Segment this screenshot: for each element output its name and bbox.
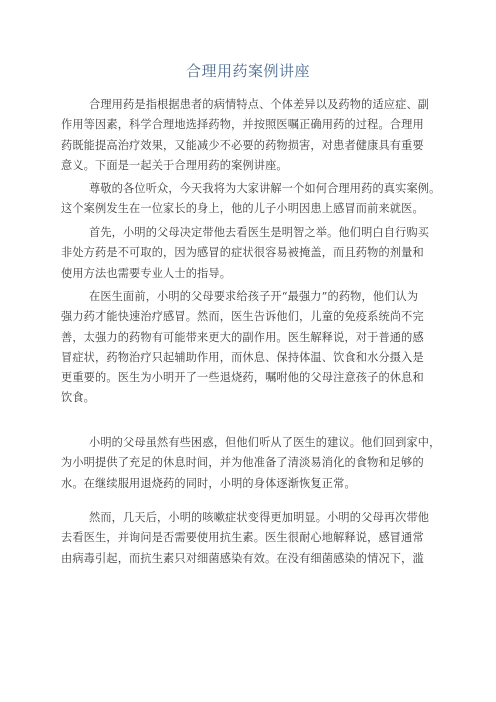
paragraph-line: 在医生面前，小明的父母要求给孩子开“最强力”的药物，他们认为 [89,290,419,303]
paragraph-4 [61,287,424,409]
paragraph-line: 这个案例发生在一位家长的身上，他的儿子小明因患上感冒而前来就医。 [61,202,424,216]
document-title: 合理用药案例讲座 [185,62,310,80]
paragraph-line: 善，太强力的药物有可能带来更大的副作用。医生解释说，对于普通的感 [61,330,424,344]
paragraph-1 [61,95,429,176]
paragraph-line: 小明的父母虽然有些困惑，但他们听从了医生的建议。他们回到家中， [89,436,441,449]
paragraph-line: 为小明提供了充足的休息时间，并为他准备了清淡易消化的食物和足够的 [61,456,424,470]
paragraph-3 [61,223,429,284]
paragraph-line: 然而，几天后，小明的咳嗽症状变得更加明显。小明的父母再次带他 [89,511,430,524]
paragraph-line: 非处方药是不可取的，因为感冒的症状很容易被掩盖，而且药物的剂量和 [61,246,424,260]
paragraph-line: 冒症状，药物治疗只起辅助作用，而休息、保持体温、饮食和水分摄入是 [61,350,424,364]
paragraph-line: 更重要的。医生为小明开了一些退烧药，嘱咐他的父母注意孩子的休息和 [61,371,424,385]
paragraph-line: 水。在继续服用退烧药的同时，小明的身体逐渐恢复正常。 [61,476,356,490]
paragraph-line: 意义。下面是一起关于合理用药的案例讲座。 [61,158,288,172]
paragraph-line: 尊敬的各位听众，今天我将为大家讲解一个如何合理用药的真实案例。 [89,182,441,195]
paragraph-line: 合理用药是指根据患者的病情特点、个体差异以及药物的适应症、副 [89,98,430,111]
paragraph-line: 强力药才能快速治疗感冒。然而，医生告诉他们，儿童的免疫系统尚不完 [61,310,424,324]
paragraph-line: 饮食。 [61,391,96,405]
paragraph-6 [61,508,429,569]
paragraph-line: 使用方法也需要专业人士的指导。 [61,266,232,280]
paragraph-line: 首先，小明的父母决定带他去看医生是明智之举。他们明白自行购买 [89,226,430,239]
paragraph-5 [61,433,440,494]
paragraph-2 [61,179,440,220]
paragraph-line: 去看医生，并询问是否需要使用抗生素。医生很耐心地解释说，感冒通常 [61,531,424,545]
paragraph-line: 由病毒引起，而抗生素只对细菌感染有效。在没有细菌感染的情况下，滥 [61,551,424,565]
paragraph-line: 作用等因素，科学合理地选择药物，并按照医嘱正确用药的过程。合理用 [61,118,424,132]
paragraph-line: 药既能提高治疗效果，又能减少不必要的药物损害，对患者健康具有重要 [61,138,424,152]
